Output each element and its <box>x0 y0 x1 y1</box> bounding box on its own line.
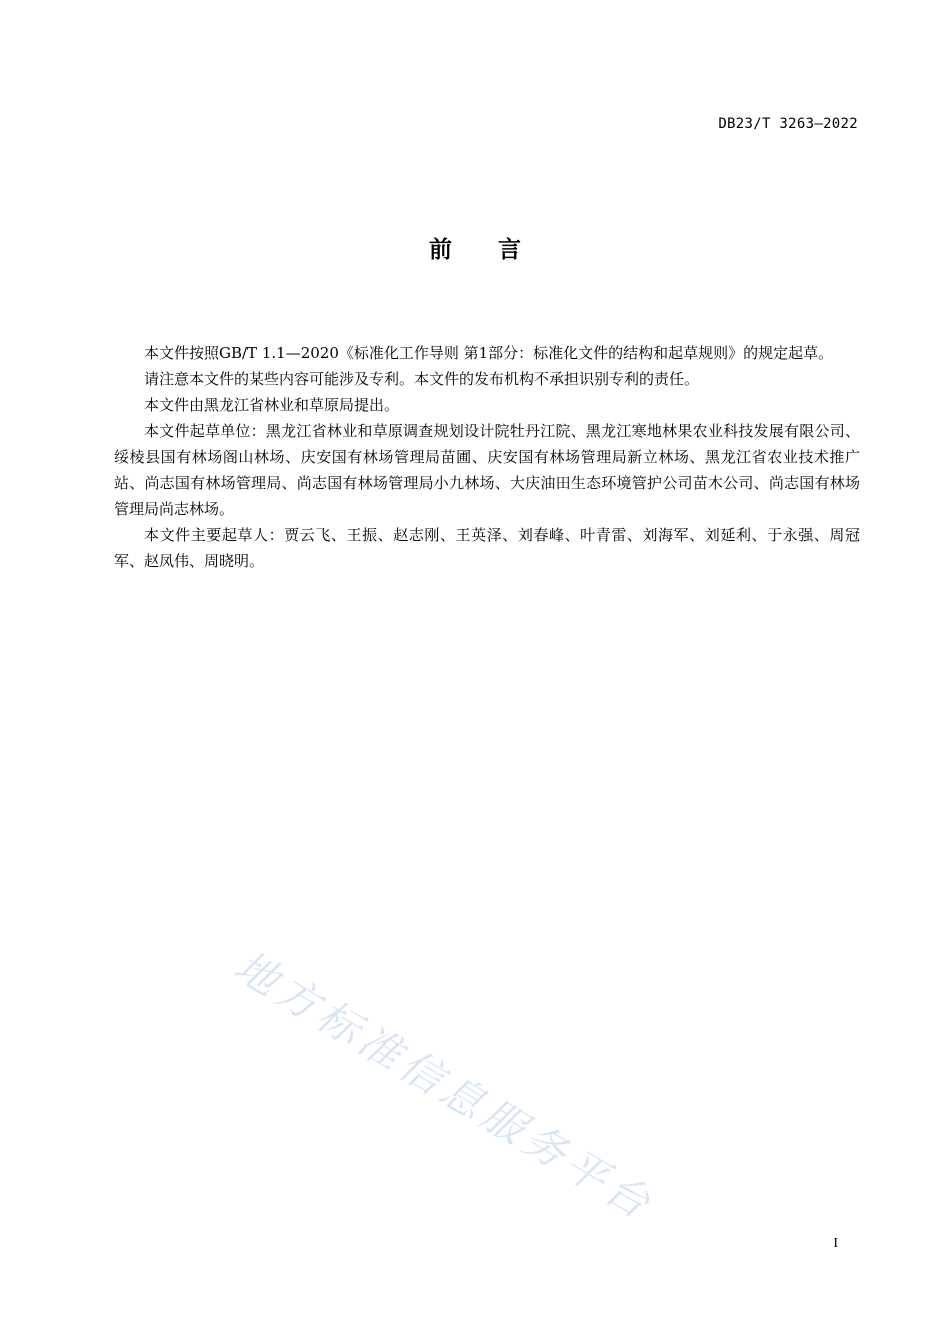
page-title: 前言 <box>429 237 567 263</box>
paragraph-drafters: 本文件主要起草人：贾云飞、王振、赵志刚、王英泽、刘春峰、叶青雷、刘海军、刘延利、于永强、周冠军、赵凤伟、周晓明。 <box>114 526 860 570</box>
watermark: 地方标准信息服务平台 <box>226 941 663 1231</box>
document-code: DB23/T 3263—2022 <box>718 116 858 132</box>
page-number: I <box>833 1236 838 1251</box>
paragraph-patent-notice: 请注意本文件的某些内容可能涉及专利。本文件的发布机构不承担识别专利的责任。 <box>144 370 700 388</box>
paragraph-drafting-units: 本文件起草单位：黑龙江省林业和草原调查规划设计院牡丹江院、黑龙江寒地林果农业科技发展有限公司、绥棱县国有林场阁山林场、庆安国有林场管理局苗圃、庆安国有林场管理局新立林场、黑龙江省农业技术推广站、尚志国有林场管理局、尚志国有林场管理局小九林场、大庆油田生态环境管护公司苗木公司、尚志国有林场管理局尚志林场。 <box>114 422 860 518</box>
paragraph-drafting-rules: 本文件按照GB/T 1.1—2020《标准化工作导则 第1部分：标准化文件的结构和起草规则》的规定起草。 <box>144 344 834 362</box>
paragraph-proposer: 本文件由黑龙江省林业和草原局提出。 <box>144 396 400 414</box>
body-text <box>114 340 860 574</box>
